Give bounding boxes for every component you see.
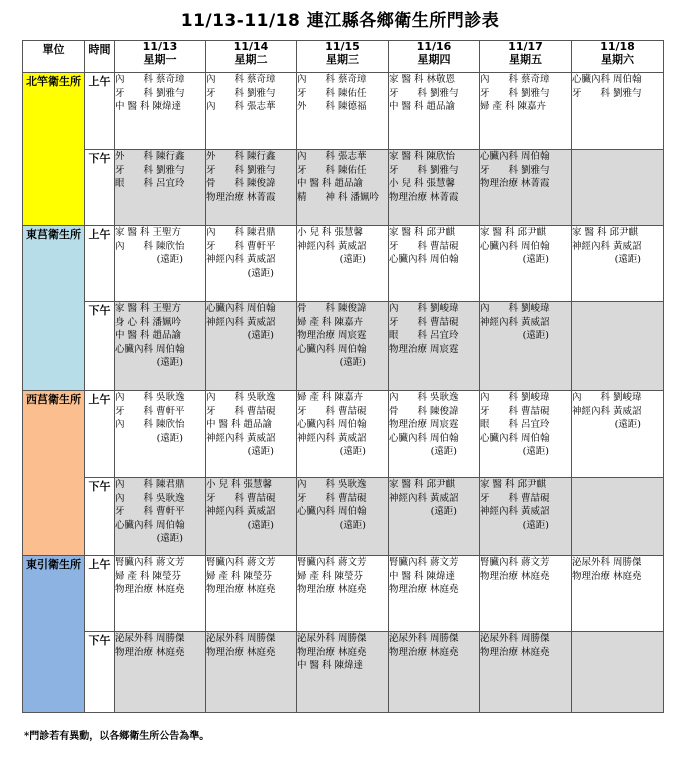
clinic-entry: 物理治療 周宸霆 (297, 330, 367, 341)
clinic-entry: 內 科 蔡奇璋 (206, 74, 276, 85)
clinic-entry: 骨 科 陳俊諱 (389, 405, 459, 417)
remote-note: (遠距) (339, 357, 366, 368)
clinic-entry: 牙 科 曹喆硯 (480, 492, 550, 504)
clinic-cell (297, 391, 389, 478)
schedule-row (23, 302, 664, 391)
clinic-cell (206, 556, 297, 632)
clinic-cell (297, 556, 389, 632)
clinic-entry: 眼 科 呂宜玲 (389, 330, 459, 341)
day-date: 11/13 (142, 40, 178, 53)
clinic-entry: 內 科 吳耿逸 (206, 392, 276, 403)
time-header: 時間 (85, 41, 115, 73)
schedule-row (23, 150, 664, 226)
clinic-cell (389, 632, 480, 713)
clinic-entry: 神經內科 黃威詔 (480, 506, 550, 517)
clinic-cell (297, 478, 389, 556)
clinic-entry: 中 醫 科 陳煒達 (389, 570, 456, 582)
remote-note: (遠距) (247, 519, 274, 531)
remote-note: (遠距) (522, 254, 549, 265)
clinic-entry: 中 醫 科 趙品諭 (115, 330, 182, 341)
clinic-entry: 心臟內科 周伯翰 (297, 506, 367, 517)
station-name: 北竿衛生所 (23, 73, 85, 226)
clinic-entry: 泌尿外科 周勝傑 (206, 633, 276, 644)
clinic-entry: 神經內科 黃威詔 (206, 254, 276, 265)
clinic-entry: 腎臟內科 蔣文芳 (480, 557, 550, 568)
clinic-cell (480, 150, 572, 226)
clinic-entry: 小 兒 科 張慧馨 (389, 178, 456, 189)
clinic-cell (480, 632, 572, 713)
clinic-entry: 家 醫 科 邱尹麒 (480, 479, 547, 490)
clinic-entry: 物理治療 林菁霞 (389, 191, 459, 203)
clinic-entry: 身 心 科 潘姵吟 (115, 316, 182, 328)
day-header (389, 41, 480, 73)
clinic-cell (206, 226, 297, 302)
period-label: 上午 (85, 391, 115, 478)
day-header (206, 41, 297, 73)
clinic-entry: 牙 科 劉雅勻 (480, 87, 550, 99)
clinic-entry: 牙 科 曹軒平 (115, 405, 185, 417)
clinic-entry: 外 科 陳德福 (297, 101, 367, 112)
clinic-cell (206, 150, 297, 226)
clinic-entry: 物理治療 林庭堯 (115, 646, 185, 658)
schedule-row (23, 556, 664, 632)
remote-note: (遠距) (156, 254, 183, 265)
clinic-entry: 心臟內科 周伯翰 (480, 240, 550, 252)
clinic-entry: 神經內科 黃威詔 (297, 432, 367, 444)
clinic-entry: 牙 科 劉雅勻 (115, 87, 185, 99)
clinic-entry: 內 科 陳君鼎 (115, 479, 185, 490)
clinic-entry: 物理治療 林庭堯 (572, 570, 642, 582)
station-name: 東莒衛生所 (23, 226, 85, 391)
clinic-entry: 牙 科 陳佑任 (297, 164, 367, 176)
clinic-entry: 中 醫 科 趙品諭 (389, 101, 456, 112)
station-name: 西莒衛生所 (23, 391, 85, 556)
day-date: 11/18 (600, 40, 635, 53)
clinic-entry: 家 醫 科 邱尹麒 (480, 227, 547, 238)
clinic-cell (297, 150, 389, 226)
schedule-row (23, 478, 664, 556)
remote-note: (遠距) (430, 446, 457, 457)
schedule-row (23, 226, 664, 302)
clinic-entry: 神經內科 黃威詔 (572, 240, 642, 252)
clinic-entry: 物理治療 林庭堯 (480, 570, 550, 582)
clinic-cell (480, 226, 572, 302)
clinic-entry: 內 科 劉峻瑋 (389, 303, 459, 314)
day-date: 11/15 (325, 40, 360, 53)
clinic-cell (206, 391, 297, 478)
clinic-cell (115, 73, 206, 150)
clinic-entry: 牙 科 曹喆硯 (206, 405, 276, 417)
clinic-cell (572, 632, 664, 713)
remote-note: (遠距) (339, 446, 366, 457)
remote-note: (遠距) (156, 533, 183, 544)
day-weekday: 星期二 (234, 53, 268, 66)
clinic-entry: 物理治療 周宸霆 (389, 343, 459, 355)
clinic-entry: 神經內科 黃威詔 (206, 316, 276, 328)
clinic-entry: 家 醫 科 陳欣怡 (389, 151, 456, 162)
clinic-entry: 內 科 劉峻瑋 (572, 392, 642, 403)
clinic-entry: 心臟內科 周伯翰 (480, 432, 550, 444)
remote-note: (遠距) (614, 419, 641, 430)
clinic-entry: 家 醫 科 邱尹麒 (389, 479, 456, 490)
clinic-entry: 婦 產 科 陳嘉卉 (480, 101, 547, 112)
clinic-entry: 內 科 劉峻瑋 (480, 392, 550, 403)
clinic-entry: 牙 科 劉雅勻 (206, 87, 276, 99)
clinic-entry: 牙 科 曹喆硯 (480, 405, 550, 417)
period-label: 下午 (85, 478, 115, 556)
clinic-entry: 內 科 蔡奇璋 (297, 74, 367, 85)
clinic-entry: 神經內科 黃威詔 (297, 240, 367, 252)
clinic-entry: 小 兒 科 張慧馨 (297, 227, 364, 238)
clinic-cell (572, 302, 664, 391)
clinic-entry: 牙 科 劉雅勻 (206, 164, 276, 176)
clinic-entry: 泌尿外科 周勝傑 (572, 557, 642, 568)
clinic-entry: 泌尿外科 周勝傑 (389, 633, 459, 644)
clinic-entry: 腎臟內科 蔣文芳 (206, 557, 276, 568)
clinic-cell (572, 73, 664, 150)
clinic-entry: 心臟內科 周伯翰 (206, 303, 276, 314)
clinic-cell (115, 478, 206, 556)
page-title: 11/13-11/18 連江縣各鄉衛生所門診表 (180, 11, 500, 31)
clinic-entry: 眼 科 呂宜玲 (480, 419, 550, 430)
day-date: 11/16 (416, 40, 452, 53)
clinic-entry: 婦 產 科 陳嘉卉 (297, 392, 364, 403)
clinic-entry: 牙 科 曹軒平 (206, 240, 276, 252)
clinic-cell (115, 150, 206, 226)
clinic-cell (572, 150, 664, 226)
clinic-cell (480, 478, 572, 556)
day-header (297, 41, 389, 73)
clinic-cell (480, 556, 572, 632)
clinic-entry: 內 科 劉峻瑋 (480, 303, 550, 314)
clinic-entry: 內 科 吳耿逸 (115, 392, 185, 403)
day-weekday: 星期六 (601, 53, 634, 66)
clinic-entry: 婦 產 科 陳瑩芬 (115, 570, 182, 582)
clinic-cell (572, 556, 664, 632)
clinic-cell (389, 556, 480, 632)
clinic-entry: 泌尿外科 周勝傑 (115, 633, 185, 644)
clinic-entry: 中 醫 科 趙品諭 (297, 178, 364, 189)
day-weekday: 星期一 (143, 53, 177, 66)
clinic-cell (389, 73, 480, 150)
clinic-cell (297, 226, 389, 302)
clinic-cell (206, 632, 297, 713)
schedule-row (23, 73, 664, 150)
clinic-entry: 牙 科 曹喆硯 (206, 492, 276, 504)
clinic-entry: 泌尿外科 周勝傑 (480, 633, 550, 644)
clinic-entry: 牙 科 曹喆硯 (297, 492, 367, 504)
clinic-entry: 心臟內科 周伯翰 (115, 343, 185, 355)
clinic-entry: 神經內科 黃威詔 (480, 316, 550, 328)
unit-header: 單位 (23, 41, 85, 73)
clinic-entry: 腎臟內科 蔣文芳 (115, 557, 185, 568)
clinic-entry: 中 醫 科 陳煒達 (115, 101, 182, 112)
clinic-entry: 神經內科 黃威詔 (206, 506, 276, 517)
day-date: 11/14 (233, 40, 269, 53)
clinic-cell (115, 302, 206, 391)
remote-note: (遠距) (522, 446, 549, 457)
clinic-entry: 精 神 科 潘姵吟 (297, 191, 380, 203)
clinic-entry: 物理治療 林庭堯 (389, 646, 459, 658)
day-header (572, 41, 664, 73)
station-name: 東引衛生所 (23, 556, 85, 713)
clinic-cell (572, 478, 664, 556)
clinic-cell (115, 226, 206, 302)
clinic-entry: 牙 科 劉雅勻 (115, 164, 185, 176)
day-weekday: 星期四 (417, 53, 451, 66)
remote-note: (遠距) (156, 357, 183, 368)
clinic-cell (115, 632, 206, 713)
header-row (23, 41, 664, 73)
schedule-row (23, 391, 664, 478)
clinic-entry: 物理治療 林菁霞 (480, 178, 550, 189)
clinic-entry: 家 醫 科 王聖方 (115, 227, 182, 238)
remote-note: (遠距) (247, 446, 274, 457)
clinic-entry: 內 科 蔡奇璋 (115, 74, 185, 85)
clinic-cell (297, 302, 389, 391)
remote-note: (遠距) (614, 254, 641, 265)
clinic-cell (480, 391, 572, 478)
clinic-entry: 腎臟內科 蔣文芳 (389, 557, 459, 568)
day-weekday: 星期三 (326, 53, 359, 66)
clinic-entry: 神經內科 黃威詔 (206, 432, 276, 444)
day-weekday: 星期五 (509, 53, 542, 66)
clinic-entry: 家 醫 科 邱尹麒 (572, 227, 639, 238)
clinic-entry: 牙 科 劉雅勻 (480, 164, 550, 176)
clinic-entry: 婦 產 科 陳瑩芬 (206, 570, 273, 582)
clinic-cell (206, 478, 297, 556)
clinic-cell (115, 556, 206, 632)
clinic-cell (389, 226, 480, 302)
clinic-cell (206, 302, 297, 391)
period-label: 下午 (85, 150, 115, 226)
clinic-entry: 心臟內科 周伯翰 (572, 74, 642, 85)
clinic-entry: 物理治療 林庭堯 (480, 646, 550, 658)
remote-note: (遠距) (522, 330, 549, 341)
clinic-entry: 物理治療 林庭堯 (389, 584, 459, 595)
remote-note: (遠距) (339, 254, 366, 265)
clinic-cell (480, 302, 572, 391)
clinic-entry: 內 科 陳欣怡 (115, 240, 185, 252)
clinic-entry: 家 醫 科 林敬恩 (389, 74, 456, 85)
clinic-entry: 心臟內科 周伯翰 (297, 419, 367, 430)
clinic-entry: 牙 科 曹喆硯 (389, 240, 459, 252)
clinic-entry: 牙 科 劉雅勻 (572, 87, 642, 99)
clinic-entry: 內 科 吳耿逸 (389, 392, 459, 403)
clinic-entry: 物理治療 林庭堯 (206, 646, 276, 658)
clinic-entry: 泌尿外科 周勝傑 (297, 633, 367, 644)
remote-note: (遠距) (247, 267, 274, 279)
clinic-cell (389, 302, 480, 391)
clinic-entry: 內 科 吳耿逸 (297, 479, 367, 490)
clinic-entry: 內 科 陳君鼎 (206, 227, 276, 238)
period-label: 上午 (85, 73, 115, 150)
period-label: 上午 (85, 226, 115, 302)
clinic-entry: 物理治療 周宸霆 (389, 419, 459, 430)
clinic-cell (389, 150, 480, 226)
clinic-entry: 牙 科 劉雅勻 (389, 87, 459, 99)
clinic-entry: 牙 科 陳佑任 (297, 87, 367, 99)
clinic-entry: 外 科 陳行鑫 (206, 151, 276, 162)
clinic-entry: 內 科 陳欣怡 (115, 419, 185, 430)
period-label: 上午 (85, 556, 115, 632)
clinic-cell (572, 391, 664, 478)
clinic-cell (297, 632, 389, 713)
clinic-cell (297, 73, 389, 150)
remote-note: (遠距) (522, 519, 549, 531)
clinic-entry: 骨 科 陳俊諱 (206, 178, 276, 189)
clinic-entry: 婦 產 科 陳瑩芬 (297, 570, 364, 582)
clinic-cell (389, 391, 480, 478)
clinic-cell (572, 226, 664, 302)
clinic-entry: 眼 科 呂宜玲 (115, 178, 185, 189)
clinic-cell (115, 391, 206, 478)
clinic-entry: 神經內科 黃威詔 (572, 405, 642, 417)
remote-note: (遠距) (339, 519, 366, 531)
clinic-entry: 小 兒 科 張慧馨 (206, 479, 273, 490)
clinic-entry: 外 科 陳行鑫 (115, 151, 185, 162)
clinic-entry: 內 科 吳耿逸 (115, 492, 185, 504)
clinic-entry: 內 科 張志華 (297, 151, 367, 162)
clinic-entry: 心臟內科 周伯翰 (480, 151, 550, 162)
clinic-entry: 腎臟內科 蔣文芳 (297, 557, 367, 568)
footnote: *門診若有異動，以各鄉衛生所公告為準。 (24, 731, 210, 742)
clinic-entry: 心臟內科 周伯翰 (389, 254, 459, 265)
day-date: 11/17 (508, 40, 543, 53)
clinic-entry: 物理治療 林庭堯 (115, 584, 185, 595)
clinic-entry: 家 醫 科 王聖方 (115, 303, 182, 314)
period-label: 下午 (85, 632, 115, 713)
clinic-entry: 中 醫 科 陳煒達 (297, 660, 364, 671)
remote-note: (遠距) (430, 506, 457, 517)
clinic-cell (389, 478, 480, 556)
clinic-entry: 牙 科 曹軒平 (115, 506, 185, 517)
clinic-entry: 中 醫 科 趙品諭 (206, 419, 273, 430)
clinic-entry: 牙 科 曹喆硯 (297, 405, 367, 417)
clinic-entry: 內 科 張志華 (206, 101, 276, 112)
day-header (115, 41, 206, 73)
clinic-entry: 神經內科 黃威詔 (389, 492, 459, 504)
clinic-entry: 物理治療 林菁霞 (206, 191, 276, 203)
schedule-row (23, 632, 664, 713)
clinic-cell (480, 73, 572, 150)
clinic-entry: 牙 科 劉雅勻 (389, 164, 459, 176)
clinic-entry: 物理治療 林庭堯 (206, 584, 276, 595)
remote-note: (遠距) (156, 432, 183, 444)
day-header (480, 41, 572, 73)
clinic-entry: 婦 產 科 陳嘉卉 (297, 316, 364, 328)
clinic-entry: 內 科 蔡奇璋 (480, 74, 550, 85)
clinic-entry: 心臟內科 周伯翰 (115, 519, 185, 531)
clinic-entry: 家 醫 科 邱尹麒 (389, 227, 456, 238)
clinic-entry: 心臟內科 周伯翰 (297, 343, 367, 355)
clinic-schedule-table (22, 40, 664, 713)
period-label: 下午 (85, 302, 115, 391)
clinic-cell (206, 73, 297, 150)
clinic-entry: 心臟內科 周伯翰 (389, 432, 459, 444)
clinic-entry: 牙 科 曹喆硯 (389, 316, 459, 328)
remote-note: (遠距) (247, 330, 274, 341)
clinic-entry: 物理治療 林庭堯 (297, 646, 367, 658)
clinic-entry: 物理治療 林庭堯 (297, 584, 367, 595)
clinic-entry: 骨 科 陳俊諱 (297, 303, 367, 314)
